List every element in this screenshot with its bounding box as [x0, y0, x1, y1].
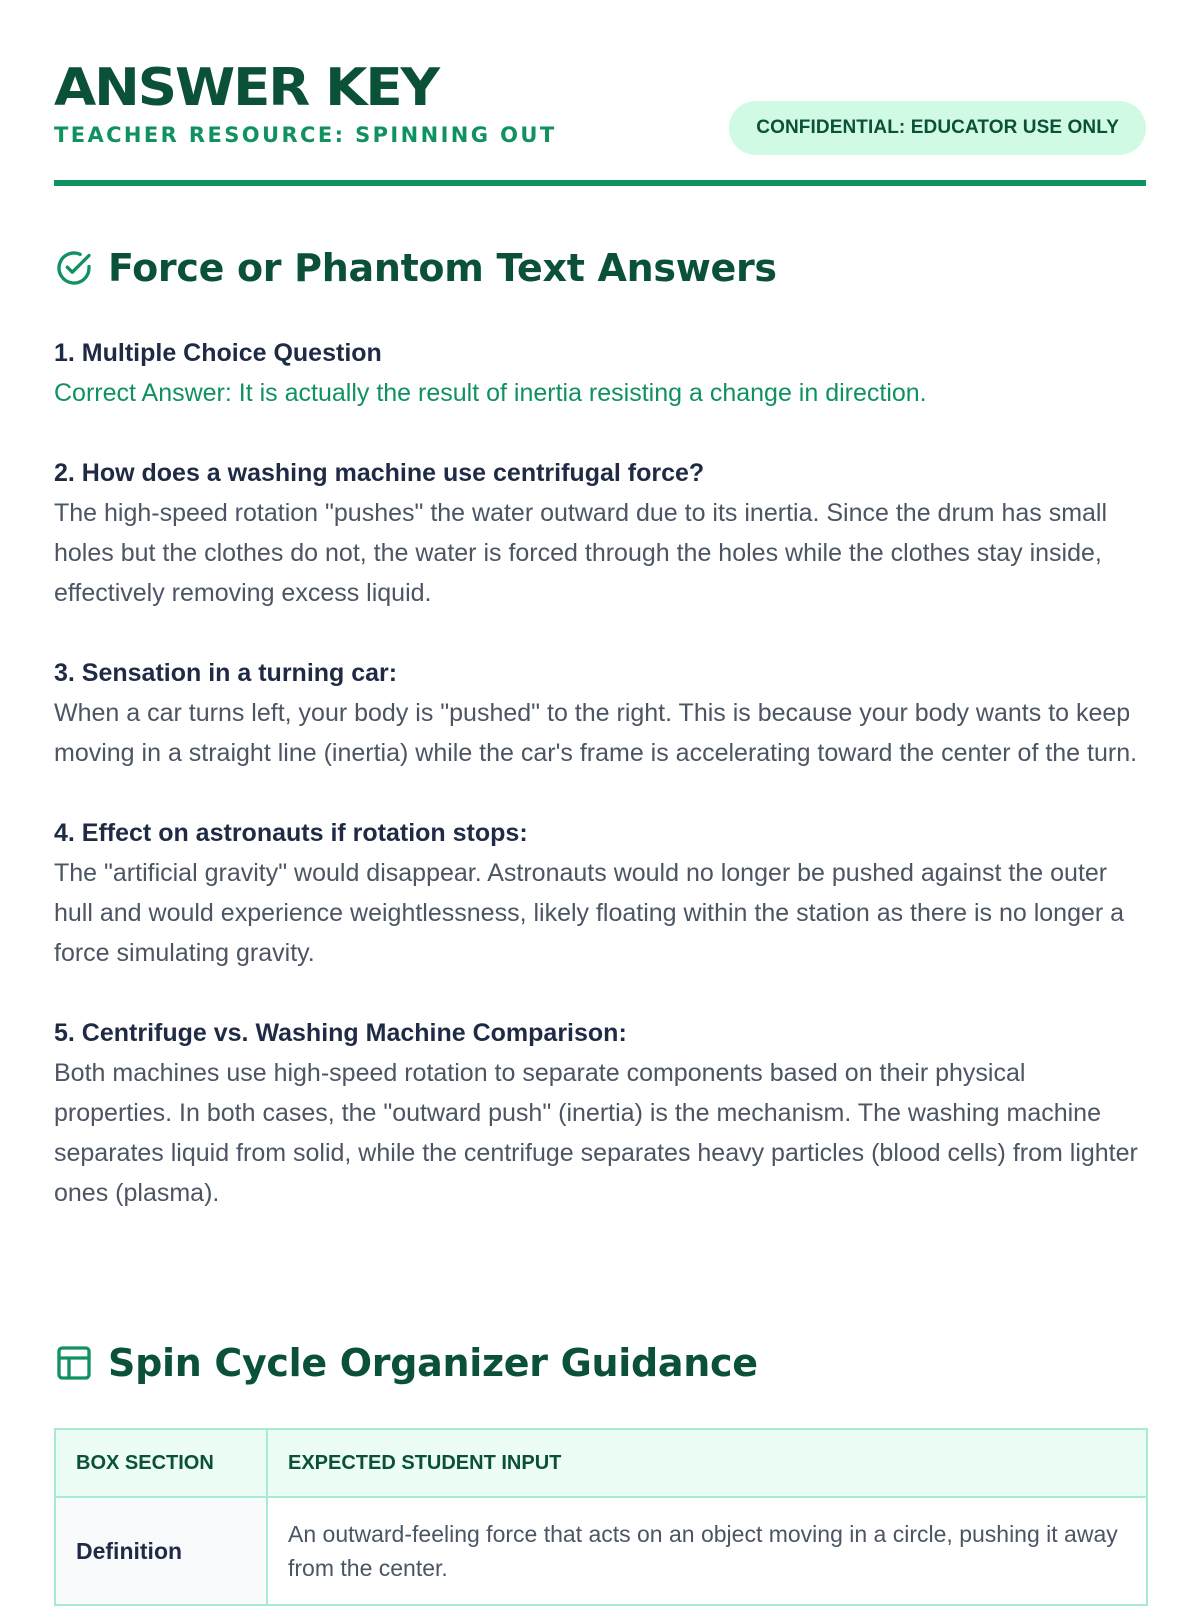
answer-item-5: [54, 1013, 1148, 1213]
question-text: 2. How does a washing machine use centrifugal force?: [54, 459, 705, 487]
table-header: [55, 1429, 1147, 1497]
table-row: [55, 1497, 1147, 1605]
table-header-row: [55, 1429, 1147, 1497]
answer-item-1: [54, 333, 1148, 413]
answer-text: The "artificial gravity" would disappear. Astronauts would no longer be pushed against the outer hull and would experience weightlessness, likely floating within the station as there is no longer a force simulating gravity.: [54, 859, 1125, 967]
question-text: 1. Multiple Choice Question: [54, 339, 382, 367]
page-title: ANSWER KEY: [54, 58, 439, 118]
organizer-table-wrapper: [54, 1428, 1148, 1606]
organizer-section-title-text: Spin Cycle Organizer Guidance: [108, 1341, 758, 1385]
question-text: 3. Sensation in a turning car:: [54, 659, 398, 687]
box-section-cell: Definition: [55, 1497, 267, 1605]
expected-input-cell: An outward-feeling force that acts on an object moving in a circle, pushing it away from the center.: [267, 1497, 1147, 1605]
table-body: [55, 1497, 1147, 1605]
question-text: 5. Centrifuge vs. Washing Machine Comparison:: [54, 1019, 627, 1047]
organizer-table: [54, 1428, 1148, 1606]
check-circle-icon: [54, 248, 94, 288]
answer-item-2: [54, 453, 1148, 613]
answer-text: Both machines use high-speed rotation to separate components based on their physical properties. In both cases, the "outward push" (inertia) is the mechanism. The washing machine separates liquid from solid, while the centrifuge separates heavy particles (blood cells) from lighter ones (plasma).: [54, 1059, 1138, 1207]
answers-section-title: [54, 246, 777, 290]
page-subtitle: TEACHER RESOURCE: SPINNING OUT: [54, 123, 557, 147]
answer-item-3: [54, 653, 1148, 773]
page-header: [54, 0, 1146, 186]
answer-text: The high-speed rotation "pushes" the water outward due to its inertia. Since the drum has small holes but the clothes do not, the water is forced through the holes while the clothes stay inside, effectively removing excess liquid.: [54, 499, 1108, 607]
answer-text: When a car turns left, your body is "pushed" to the right. This is because your body wants to keep moving in a straight line (inertia) while the car's frame is accelerating toward the center of the turn.: [54, 699, 1138, 767]
confidential-badge: CONFIDENTIAL: EDUCATOR USE ONLY: [729, 101, 1146, 155]
column-header-expected-input: EXPECTED STUDENT INPUT: [267, 1429, 1147, 1497]
organizer-section-title: [54, 1341, 758, 1385]
correct-answer-text: Correct Answer: It is actually the result of inertia resisting a change in direction.: [54, 379, 927, 407]
answer-item-4: [54, 813, 1148, 973]
answers-list: [54, 333, 1148, 1253]
question-text: 4. Effect on astronauts if rotation stops:: [54, 819, 528, 847]
layout-icon: [54, 1343, 94, 1383]
column-header-box-section: BOX SECTION: [55, 1429, 267, 1497]
answers-section-title-text: Force or Phantom Text Answers: [108, 246, 777, 290]
